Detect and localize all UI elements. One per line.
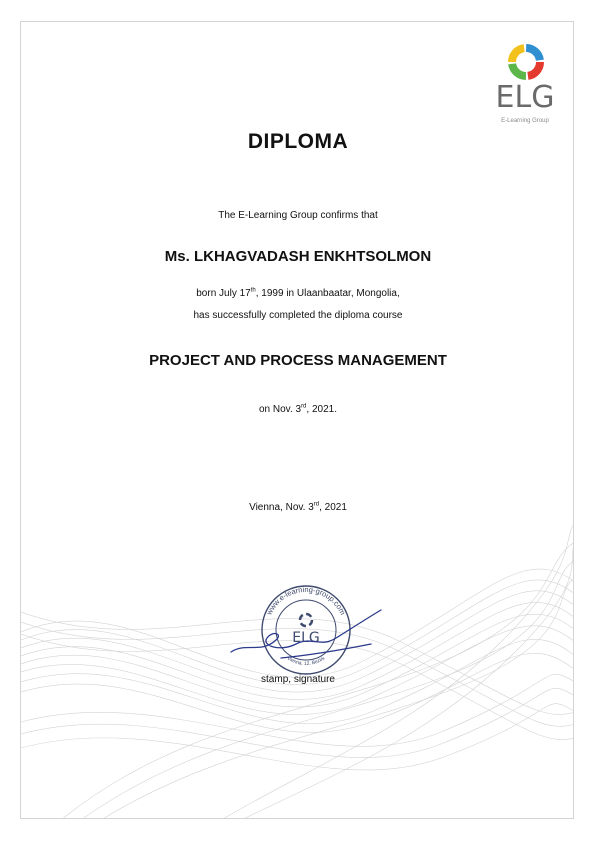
place-date [21, 502, 574, 513]
elg-logo-mark-icon [506, 42, 546, 82]
svg-text:www.e-learning-group.com: www.e-learning-group.com [264, 584, 348, 617]
stamp-and-signature [221, 582, 391, 678]
recipient-name: Ms. LKHAGVADASH ENKHTSOLMON [164, 248, 432, 265]
diploma-page [20, 21, 574, 819]
completion-prefix: on Nov. 3 [259, 404, 302, 415]
svg-text:Vienna, 12. Bezirk: Vienna, 12. Bezirk [285, 655, 327, 668]
birth-suffix: , 1999 in Ulaanbaatar, Mongolia, [255, 288, 400, 299]
company-stamp [262, 585, 350, 674]
completion-suffix: , 2021. [306, 404, 337, 415]
diploma-title: DIPLOMA [247, 130, 349, 153]
birth-line [21, 288, 574, 299]
logo-subtitle: E-Learning Group [501, 118, 549, 124]
completion-date [21, 404, 574, 415]
course-name: PROJECT AND PROCESS MANAGEMENT [149, 352, 447, 369]
place-sup: rd [313, 501, 320, 508]
svg-text:ELG: ELG [292, 630, 320, 646]
place-prefix: Vienna, Nov. 3 [249, 502, 314, 513]
confirm-line: The E-Learning Group confirms that [218, 210, 378, 221]
logo-wordmark: ELG [495, 80, 555, 115]
completed-line: has successfully completed the diploma course [193, 310, 403, 321]
birth-sup: th [250, 287, 256, 294]
completion-sup: rd [301, 403, 307, 410]
elg-logo [493, 42, 557, 142]
birth-prefix: born July 17 [196, 288, 251, 299]
place-suffix: , 2021 [319, 502, 347, 513]
signature-label: stamp, signature [261, 674, 335, 685]
